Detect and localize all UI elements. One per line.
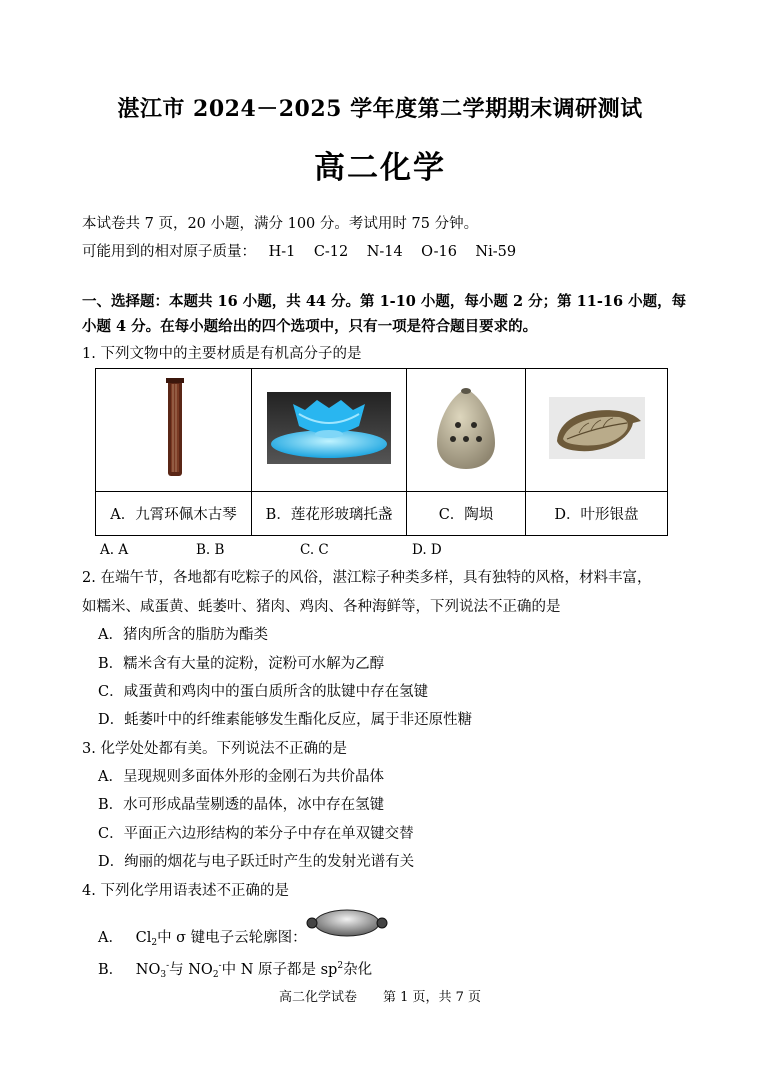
artifact-image-cell-b — [252, 369, 407, 492]
xun-image — [431, 385, 501, 471]
q4-option-b-label: B． — [98, 962, 124, 978]
q4-stem: 4. 下列化学用语表述不正确的是 — [82, 883, 289, 899]
q3-option-b: B．水可形成晶莹剔透的晶体，冰中存在氢键 — [98, 797, 385, 813]
atomic-mass-values: H-1 C-12 N-14 O-16 Ni-59 — [268, 244, 517, 260]
atomic-mass-line — [82, 242, 516, 262]
exam-info: 本试卷共 7 页，20 小题，满分 100 分。考试用时 75 分钟。 — [82, 216, 479, 232]
chlorine-subscript: 2 — [151, 938, 158, 948]
nitrite-formula: 与 NO — [169, 962, 213, 978]
q3-option-c: C．平面正六边形结构的苯分子中存在单双键交替 — [98, 826, 414, 842]
q1-answer-b: B. B — [196, 542, 225, 558]
artifact-image-cell-d — [526, 369, 668, 492]
exam-title: 湛江市 2024－2025 学年度第二学期期末调研测试 — [117, 96, 643, 122]
glass-cup-image — [267, 392, 391, 464]
q4-option-b-text1: 中 N 原子都是 sp — [221, 962, 338, 978]
guqin-image — [154, 378, 194, 478]
q2-option-a: A．猪肉所含的脂肪为酯类 — [98, 627, 268, 643]
silver-plate-image — [549, 397, 645, 459]
artifact-image-cell-a — [96, 369, 252, 492]
q2-stem-line1: 2. 在端午节，各地都有吃粽子的风俗，湛江粽子种类多样，具有独特的风格，材料丰富， — [82, 570, 652, 586]
q4-option-a — [98, 928, 307, 953]
sp2-superscript: 2 — [337, 961, 344, 971]
caption-b: B．莲花形玻璃托盏 — [252, 492, 407, 536]
subject-title: 高二化学 — [314, 150, 446, 186]
nitrite-subscript: 2 — [212, 970, 219, 980]
q4-option-a-label: A． — [98, 930, 123, 946]
q3-option-d: D．绚丽的烟花与电子跃迁时产生的发射光谱有关 — [98, 854, 415, 870]
atomic-mass-label: 可能用到的相对原子质量： — [82, 244, 256, 260]
artifact-image-cell-c — [407, 369, 526, 492]
q4-option-a-text: 中 σ 键电子云轮廓图： — [157, 930, 307, 946]
nitrite-charge: - — [218, 961, 222, 971]
nitrate-formula: NO — [135, 962, 161, 978]
nitrate-subscript: 3 — [160, 970, 167, 980]
q2-option-d: D．蚝萎叶中的纤维素能够发生酯化反应，属于非还原性糖 — [98, 712, 473, 728]
q2-option-c: C．咸蛋黄和鸡肉中的蛋白质所含的肽键中存在氢键 — [98, 684, 429, 700]
q2-stem-line2: 如糯米、咸蛋黄、蚝萎叶、猪肉、鸡肉、各种海鲜等，下列说法不正确的是 — [82, 599, 561, 615]
caption-a: A．九霄环佩木古琴 — [96, 492, 252, 536]
caption-c: C．陶埙 — [407, 492, 526, 536]
page-footer: 高二化学试卷 第 1 页，共 7 页 — [278, 990, 482, 1005]
q4-option-b — [98, 956, 372, 985]
caption-d: D．叶形银盘 — [526, 492, 668, 536]
chlorine-symbol: Cl — [135, 930, 152, 946]
nitrate-charge: - — [166, 961, 170, 971]
q1-answer-c: C. C — [300, 542, 329, 558]
q3-option-a: A．呈现规则多面体外形的金刚石为共价晶体 — [98, 769, 384, 785]
q1-answer-a: A. A — [100, 542, 129, 558]
q2-option-b: B．糯米含有大量的淀粉，淀粉可水解为乙醇 — [98, 656, 385, 672]
q1-answer-d: D. D — [412, 542, 442, 558]
artifact-table — [95, 368, 668, 536]
sigma-bond-orbital-icon — [306, 908, 388, 938]
q4-option-b-text2: 杂化 — [343, 962, 373, 978]
section-heading-line1: 一、选择题：本题共 16 小题，共 44 分。第 1-10 小题，每小题 2 分；第 11-16 小题，每 — [82, 293, 687, 310]
q3-stem: 3. 化学处处都有美。下列说法不正确的是 — [82, 741, 347, 757]
section-heading-line2: 小题 4 分。在每小题给出的四个选项中，只有一项是符合题目要求的。 — [82, 318, 538, 335]
q1-stem: 1. 下列文物中的主要材质是有机高分子的是 — [82, 346, 362, 362]
